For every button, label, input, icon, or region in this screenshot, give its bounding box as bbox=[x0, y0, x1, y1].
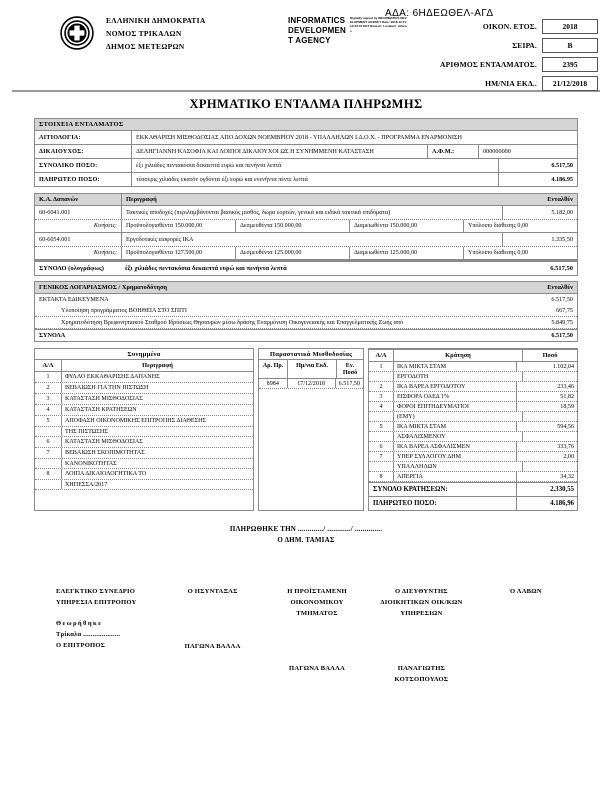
ida-line-2: DEVELOPMEN bbox=[288, 26, 347, 35]
lower-tables-area bbox=[34, 348, 578, 511]
ledger-main-label: ΕΚΤΑΚΤΑ ΕΔΙΚΕΥΜΕΝΑ bbox=[39, 296, 109, 303]
deduction-index: 3 bbox=[369, 392, 394, 401]
list-item bbox=[35, 437, 253, 448]
ledger-totals-amount: 6.517,50 bbox=[551, 332, 573, 339]
table-row-continuation bbox=[369, 462, 577, 472]
payroll-header-number: Αρ. Πρ. bbox=[259, 360, 288, 378]
expense-description: Εργοδοτικές εισφορές ΙΚΑ bbox=[126, 236, 194, 243]
expense-header-code: Κ.Α. Δαπανών bbox=[35, 194, 122, 205]
audit-court-city: Τρίκαλα .................... bbox=[56, 631, 121, 638]
director-name-1: ΠΑΝΑΓΙΩΤΗΣ bbox=[397, 665, 446, 672]
document-meta-table bbox=[440, 19, 598, 91]
audit-court-title-1: ΕΛΕΓΚΤΙΚΟ ΣΥΝΕΔΡΙΟ bbox=[56, 588, 136, 595]
informatics-development-agency-stamp bbox=[288, 16, 408, 46]
beneficiary-value: ΔΕΛΗΓΙΑΝΝΗ ΚΑΣΟΦΙΑ ΚΑΙ ΛΟΙΠΟΙ ΔΙΚΑΙΟΥΧΟΙ ΩΣ Η ΣΥΝΗΜΜΕΝΗ ΚΑΤΑΣΤΑΣΗ bbox=[136, 148, 374, 155]
ledger-totals-label: ΣΥΝΟΛΑ bbox=[39, 332, 66, 339]
meta-value-order-number: 2395 bbox=[543, 58, 598, 72]
ada-code bbox=[385, 8, 493, 19]
movements-label: Κινήσεις: bbox=[35, 247, 122, 259]
payable-amount-label: ΠΛΗΡΩΤΕΟ ΠΟΣΟ: bbox=[35, 173, 132, 186]
expense-header-amount: Ενταλθέν bbox=[547, 196, 573, 203]
list-item bbox=[35, 394, 253, 405]
expense-code: 60-6054.001 bbox=[35, 233, 122, 246]
meta-row-order-number bbox=[440, 58, 597, 72]
deductions-header-name: Κράτηση bbox=[394, 350, 523, 361]
row-payable-amount bbox=[35, 173, 577, 186]
row-beneficiary bbox=[35, 145, 577, 159]
attachment-description: ΑΠΟΦΑΣΗ ΟΙΚΟΝΟΜΙΚΗΣ ΕΠΙΤΡΟΠΗΣ ΔΙΑΘΕΣΗΣ bbox=[65, 417, 207, 424]
list-item bbox=[35, 469, 253, 480]
director-title-3: ΥΠΗΡΕΣΙΩΝ bbox=[400, 610, 443, 617]
table-row-continuation bbox=[369, 372, 577, 382]
table-row bbox=[369, 442, 577, 452]
attachment-description: ΦΥΛΛΟ ΕΚΚΑΘΑΡΙΣΗΣ ΔΑΠΑΝΗΣ bbox=[65, 373, 160, 380]
total-amount-label: ΣΥΝΟΛΙΚΟ ΠΟΣΟ: bbox=[35, 159, 132, 172]
deduction-amount: 1.102,04 bbox=[552, 363, 574, 370]
attachments-caption: Συνημμένα bbox=[127, 351, 161, 358]
deduction-index: 1 bbox=[369, 362, 394, 371]
expense-total-amount: 6.517,50 bbox=[550, 265, 573, 272]
beneficiary-label: ΔΙΚΑΙΟΥΧΟΣ: bbox=[35, 145, 132, 158]
table-row bbox=[369, 422, 577, 432]
deduction-index-blank bbox=[369, 412, 394, 421]
list-item bbox=[35, 416, 253, 427]
list-item bbox=[35, 405, 253, 416]
meta-label-series: ΣΕΙΡΑ. bbox=[512, 41, 537, 50]
attachment-description: ΚΑΤΑΣΤΑΣΗ ΜΙΣΘΟΔΟΣΙΑΣ bbox=[65, 395, 143, 402]
deduction-name: ΙΚΑ ΒΑΡΕΑ ΕΡΓΟΔΟΤΟΥ bbox=[394, 382, 517, 391]
meta-row-series bbox=[440, 39, 597, 53]
expense-row bbox=[35, 233, 577, 247]
ledger-main-row bbox=[35, 294, 577, 305]
deductions-header-index: Α/Α bbox=[369, 350, 394, 361]
deduction-amount: 233,46 bbox=[557, 383, 574, 390]
attachment-index: 6 bbox=[35, 437, 62, 447]
expense-row bbox=[35, 206, 577, 220]
deduction-index-blank bbox=[369, 372, 394, 381]
aitiologia-label: ΑΙΤΙΟΛΟΓΙΑ: bbox=[35, 131, 132, 144]
movement-remaining: Υπόλοιπο διάθεσης 0,00 bbox=[468, 250, 529, 256]
director-name-2: ΚΟΤΣΟΠΟΥΛΟΣ bbox=[394, 676, 449, 683]
attachments-header bbox=[35, 359, 253, 372]
list-item bbox=[35, 448, 253, 459]
payroll-amount: 6.517,50 bbox=[338, 380, 360, 387]
attachment-index: 8 bbox=[35, 469, 62, 479]
ledger-sub-row bbox=[35, 305, 577, 317]
page-title: ΧΡΗΜΑΤΙΚΟ ΕΝΤΑΛΜΑ ΠΛΗΡΩΜΗΣ bbox=[189, 97, 423, 111]
meta-value-issue-date: 21/12/2018 bbox=[543, 77, 598, 91]
attachment-index-blank bbox=[35, 480, 62, 489]
ledger-band bbox=[35, 282, 577, 294]
movement-remaining: Υπόλοιπο διάθεσης 0,00 bbox=[468, 223, 529, 229]
meta-value-fiscal-year: 2018 bbox=[543, 20, 598, 34]
deductions-payable-label: ΠΛΗΡΩΤΕΟ ΠΟΣΟ: bbox=[373, 500, 437, 507]
deduction-index: 7 bbox=[369, 452, 394, 461]
expense-description: Τακτικές αποδοχές (περιλαμβάνονται βασικός μισθός, δώρα εορτών, γενικά και ειδικά τακτικά επιδόματα) bbox=[126, 209, 391, 216]
aitiologia-value: ΕΚΚΑΘΑΡΙΣΗ ΜΙΣΘΟΔΟΣΙΑΣ ΑΠΟ ΔΟΧΩΝ ΝΟΕΜΒΡΙΟΥ 2018 - ΥΠΑΛΛΗΛΩΝ Ι.Δ.Ο.Χ. - ΠΡΟΓΡΑΜΜΑ ΕΝΑΡΜΟΝΙΣΗ bbox=[136, 134, 462, 141]
finance-head-title-1: Η ΠΡΟΪΣΤΑΜΕΝΗ bbox=[287, 588, 347, 595]
meta-row-issue-date bbox=[440, 77, 597, 91]
deduction-name: ΙΚΑ ΜΙΚΤΑ ΣΤΑΜ bbox=[394, 362, 517, 371]
order-details-band-label: ΣΤΟΙΧΕΙΑ ΕΝΤΑΛΜΑΤΟΣ bbox=[39, 121, 124, 128]
deduction-name-line2: ΕΡΓΟΔΟΤΗ bbox=[394, 372, 523, 381]
payroll-date: 17/12/2018 bbox=[288, 379, 336, 388]
signature-column-director bbox=[369, 586, 473, 685]
expense-total-label: ΣΥΝΟΛΟ (ολογράφως) bbox=[39, 265, 104, 272]
deduction-amount: 2,00 bbox=[563, 453, 574, 460]
afm-value: 000000000 bbox=[478, 145, 577, 158]
afm-label: Α.Φ.Μ.: bbox=[427, 145, 478, 158]
deduction-index: 4 bbox=[369, 402, 394, 411]
ada-label: ΑΔΑ: bbox=[385, 8, 410, 19]
ledger-sub-label: Υλοποίηση προγράμματος ΒΟΗΘΕΙΑ ΣΤΟ ΣΠΙΤΙ bbox=[61, 307, 187, 314]
deductions-sum-row bbox=[369, 482, 577, 496]
movement-committed: Δεσμευθέντα 150.000,00 bbox=[236, 220, 350, 232]
list-item bbox=[35, 372, 253, 383]
deduction-name: ΥΠΕΡ ΣΥΛΛΟΓΟΥ ΔΗΜ bbox=[394, 452, 517, 461]
deduction-index: 8 bbox=[369, 472, 394, 481]
meta-label-issue-date: ΗΜ/ΝΙΑ ΕΚΔ.. bbox=[485, 79, 537, 88]
signature-column-finance-head bbox=[265, 586, 369, 685]
signature-column-preparer bbox=[160, 586, 264, 685]
payable-amount-value: 4.186,95 bbox=[498, 173, 577, 186]
expense-codes-header bbox=[35, 194, 577, 206]
deductions-header bbox=[369, 349, 577, 362]
deductions-sum-label: ΣΥΝΟΛΟ ΚΡΑΤΗΣΕΩΝ: bbox=[373, 486, 448, 493]
deduction-name: ΑΠΕΡΓΙΑ bbox=[394, 472, 517, 481]
attachment-index: 2 bbox=[35, 383, 62, 393]
director-title-1: Ο ΔΙΕΥΘΥΝΤΗΣ bbox=[395, 588, 448, 595]
table-row bbox=[369, 362, 577, 372]
row-aitiologia bbox=[35, 131, 577, 145]
list-item-continuation bbox=[35, 459, 253, 469]
payroll-documents-caption: Παραστατικά Μισθοδοσίας bbox=[269, 351, 353, 358]
general-ledger-table bbox=[34, 281, 578, 342]
deduction-index-blank bbox=[369, 432, 394, 441]
attachments-header-description: Περιγραφή bbox=[142, 362, 173, 369]
payroll-documents-header bbox=[259, 359, 363, 379]
expense-movements-row bbox=[35, 220, 577, 233]
document-header bbox=[0, 0, 612, 88]
deductions-header-amount: Ποσό bbox=[542, 352, 558, 359]
deductions-sum-amount: 2.330,55 bbox=[516, 483, 577, 496]
attachments-header-index: Α/Α bbox=[35, 360, 62, 371]
meta-label-order-number: ΑΡΙΘΜΟΣ ΕΝΤΑΛΜΑΤΟΣ. bbox=[440, 60, 537, 69]
list-item-continuation bbox=[35, 480, 253, 490]
payroll-header-amount: Εν. Ποσό bbox=[342, 362, 358, 376]
deductions-payable-row bbox=[369, 496, 577, 510]
audit-court-approved: Θεωρήθηκε bbox=[56, 620, 103, 627]
attachment-index: 7 bbox=[35, 448, 62, 458]
deduction-index-blank bbox=[369, 462, 394, 471]
signature-column-recipient bbox=[474, 586, 578, 685]
expense-code: 60-6041.001 bbox=[35, 206, 122, 219]
meta-value-series: Β bbox=[543, 39, 598, 53]
ledger-sub-row bbox=[35, 317, 577, 329]
attachments-table bbox=[34, 348, 254, 511]
attachment-description: ΚΑΤΑΣΤΑΣΗ ΜΙΣΘΟΔΟΣΙΑΣ bbox=[65, 438, 143, 445]
signature-column-audit-court bbox=[34, 586, 160, 685]
order-details-band bbox=[35, 119, 577, 131]
attachment-index: 3 bbox=[35, 394, 62, 404]
preparer-title: Ο ΗΣΥΝΤΑΞΑΣ bbox=[187, 588, 238, 595]
expense-amount: 1.335,50 bbox=[502, 233, 577, 246]
attachment-description: ΒΕΒΑΙΩΣΗ ΓΙΑ ΤΗΝ ΠΙΣΤΩΣΗ bbox=[65, 384, 149, 391]
payroll-documents-table bbox=[258, 348, 364, 511]
digital-signature-text: Digitally signed by INFORMATICS DEVELOPMENT AGENCY Date: 2018.12.21 10:43:15 EET Reason: Location: Athens bbox=[350, 16, 407, 33]
total-amount-words: έξι χιλιάδες πεντακόσια δεκαεπτά ευρώ και πενήντα λεπτά bbox=[136, 162, 282, 169]
preparer-name: ΠΑΓΩΝΑ ΒΑΛΛΑ bbox=[184, 643, 241, 650]
table-row bbox=[369, 392, 577, 402]
paid-on-block bbox=[0, 525, 612, 544]
finance-head-title-2: ΟΙΚΟΝΟΜΙΚΟΥ bbox=[290, 599, 344, 606]
deduction-name: ΦΟΡΟΙ ΕΠΙΤΗΔΕΥΜΑΤΙΟΙ bbox=[394, 402, 517, 411]
treasurer-label: Ο ΔΗΜ. ΤΑΜΙΑΣ bbox=[277, 536, 335, 544]
list-item bbox=[35, 383, 253, 394]
expense-total-words: έξι χιλιάδες πεντακόσια δεκαεπτά ευρώ και πενήντα λεπτά bbox=[125, 265, 287, 272]
deduction-name-line2: ΑΣΦΑΛΙΣΜΕΝΟΥ bbox=[394, 432, 523, 441]
ada-value: 6ΗΔΕΩΘΕΛ-ΑΓΔ bbox=[412, 8, 494, 19]
ledger-sub-amount: 5.849,75 bbox=[551, 319, 573, 326]
deduction-name-line2: ΥΠΑΛΛΗΛΩΝ bbox=[394, 462, 523, 471]
audit-court-commissioner: Ο ΕΠΙΤΡΟΠΟΣ bbox=[56, 642, 106, 649]
attachment-index: 5 bbox=[35, 416, 62, 426]
deductions-payable-amount: 4.186,96 bbox=[516, 497, 577, 510]
movement-budgeted: Προϋπολογισθέντα 150.000,00 bbox=[122, 220, 236, 232]
meta-row-fiscal-year bbox=[440, 20, 597, 34]
attachment-description-line2: ΧΗΠΕΣΣΑ/2017 bbox=[65, 481, 108, 488]
deduction-index: 2 bbox=[369, 382, 394, 391]
audit-court-title-2: ΥΠΗΡΕΣΙΑ ΕΠΙΤΡΟΠΟΥ bbox=[56, 599, 137, 606]
attachment-description: ΚΑΤΑΣΤΑΣΗ ΚΡΑΤΗΣΕΩΝ bbox=[65, 406, 137, 413]
expense-movements-row bbox=[35, 247, 577, 260]
expense-total-row bbox=[35, 260, 577, 275]
attachment-description: ΛΟΙΠΑ ΔΙΚΑΙΟΛΟΓΗΤΙΚΑ ΤΟ bbox=[65, 470, 147, 477]
org-line-3: ΔΗΜΟΣ ΜΕΤΕΩΡΩΝ bbox=[106, 42, 185, 51]
ida-line-3: T AGENCY bbox=[288, 36, 331, 45]
recipient-title: Ο ΛΑΒΩΝ bbox=[509, 588, 542, 595]
table-row bbox=[369, 402, 577, 412]
table-row bbox=[259, 379, 363, 389]
movement-reduced: Διαμειωθέντα 125.000,00 bbox=[350, 247, 464, 259]
total-amount-value: 6.517,50 bbox=[498, 159, 577, 172]
row-total-amount bbox=[35, 159, 577, 173]
expense-header-description: Περιγραφή bbox=[126, 196, 157, 203]
ledger-sub-amount: 667,75 bbox=[555, 307, 573, 314]
payable-amount-words: τέσσερις χιλιάδες εκατόν ογδόντα έξι ευρώ και ενενήντα πέντε λεπτά bbox=[136, 176, 308, 183]
deduction-name: ΙΚΑ ΜΙΚΤΑ ΣΤΑΜ bbox=[394, 422, 517, 431]
expense-amount: 5.182,00 bbox=[502, 206, 577, 219]
movement-committed: Δεσμευθέντα 125.000,00 bbox=[236, 247, 350, 259]
attachment-description: ΒΕΒΑΙΩΣΗ ΣΚΟΠΙΜΟΤΗΤΑΣ bbox=[65, 449, 145, 456]
deductions-table bbox=[368, 348, 578, 511]
table-row-continuation bbox=[369, 432, 577, 442]
deduction-name: ΙΚΑ ΒΑΡΕΑ ΑΣΦΑΛΙΣΜΕΝ bbox=[394, 442, 517, 451]
deduction-amount: 333,76 bbox=[557, 443, 574, 450]
table-row-continuation bbox=[369, 412, 577, 422]
table-row bbox=[369, 472, 577, 482]
attachment-description-line2: ΚΑΝΟΝΙΚΟΤΗΤΑΣ bbox=[65, 460, 117, 467]
deduction-index: 6 bbox=[369, 442, 394, 451]
attachment-index: 1 bbox=[35, 372, 62, 382]
movements-label: Κινήσεις: bbox=[35, 220, 122, 232]
finance-head-name: ΠΑΓΩΝΑ ΒΑΛΛΑ bbox=[289, 665, 345, 672]
ida-line-1: INFORMATICS bbox=[288, 16, 346, 25]
ledger-band-amount-label: Ενταλθέν bbox=[547, 284, 573, 291]
ledger-sub-label: Χρηματοδότηση Βρεφονηπιακού Σταθμού Ιδρύσεως Θησαυρών μέσω δράσης Εναρμόνιση Οικογενειακής και Επαγγελματικής Ζωής από bbox=[61, 319, 404, 326]
attachment-index: 4 bbox=[35, 405, 62, 415]
meta-label-fiscal-year: ΟΙΚΟΝ. ΕΤΟΣ. bbox=[482, 22, 537, 31]
finance-head-title-3: ΤΜΗΜΑΤΟΣ bbox=[296, 610, 338, 617]
order-details-panel bbox=[34, 118, 578, 187]
list-item-continuation bbox=[35, 427, 253, 437]
movement-budgeted: Προϋπολογισθέντα 127.500,00 bbox=[122, 247, 236, 259]
attachment-index-blank bbox=[35, 427, 62, 436]
deduction-amount: 51,82 bbox=[560, 393, 574, 400]
deduction-amount: 18,59 bbox=[560, 403, 574, 410]
ledger-totals-row bbox=[35, 329, 577, 341]
director-title-2: ΔΙΟΙΚΗΤΙΚΩΝ ΟΙΚ/ΚΩΝ bbox=[380, 599, 463, 606]
greek-coat-of-arms-icon bbox=[60, 16, 94, 50]
org-line-2: ΝΟΜΟΣ ΤΡΙΚΑΛΩΝ bbox=[106, 29, 182, 38]
deduction-amount: 594,56 bbox=[557, 423, 574, 430]
expense-codes-table bbox=[34, 193, 578, 276]
deduction-name-line2: (ΕΜΥ) bbox=[394, 412, 523, 421]
org-line-1: ΕΛΛΗΝΙΚΗ ΔΗΜΟΚΡΑΤΙΑ bbox=[106, 16, 206, 25]
ledger-main-amount: 6.517,50 bbox=[551, 296, 573, 303]
organization-block bbox=[60, 14, 206, 53]
paid-on-line: ΠΛΗΡΩΘΗΚΕ ΤΗΝ ............./ ............/ .............. bbox=[229, 525, 383, 533]
deduction-name: ΕΙΣΦΟΡΑ ΟΑΕΔ 1% bbox=[394, 392, 517, 401]
attachment-index-blank bbox=[35, 459, 62, 468]
ledger-band-label: ΓΕΝΙΚΟΣ ΛΟΓΑΡΙΑΣΜΟΣ / Χρηματοδότηση bbox=[39, 284, 168, 291]
table-row bbox=[369, 452, 577, 462]
attachment-description-line2: ΤΗΣ ΠΙΣΤΩΣΗΣ bbox=[65, 428, 108, 435]
signature-area bbox=[34, 586, 578, 685]
movement-reduced: Διαμειωθέντα 150.000,00 bbox=[350, 220, 464, 232]
deduction-amount: 34,32 bbox=[560, 473, 574, 480]
payroll-header-date: Ημ/νια Εκδ. bbox=[288, 360, 337, 378]
payroll-number: 8984 bbox=[259, 379, 288, 388]
table-row bbox=[369, 382, 577, 392]
deduction-index: 5 bbox=[369, 422, 394, 431]
